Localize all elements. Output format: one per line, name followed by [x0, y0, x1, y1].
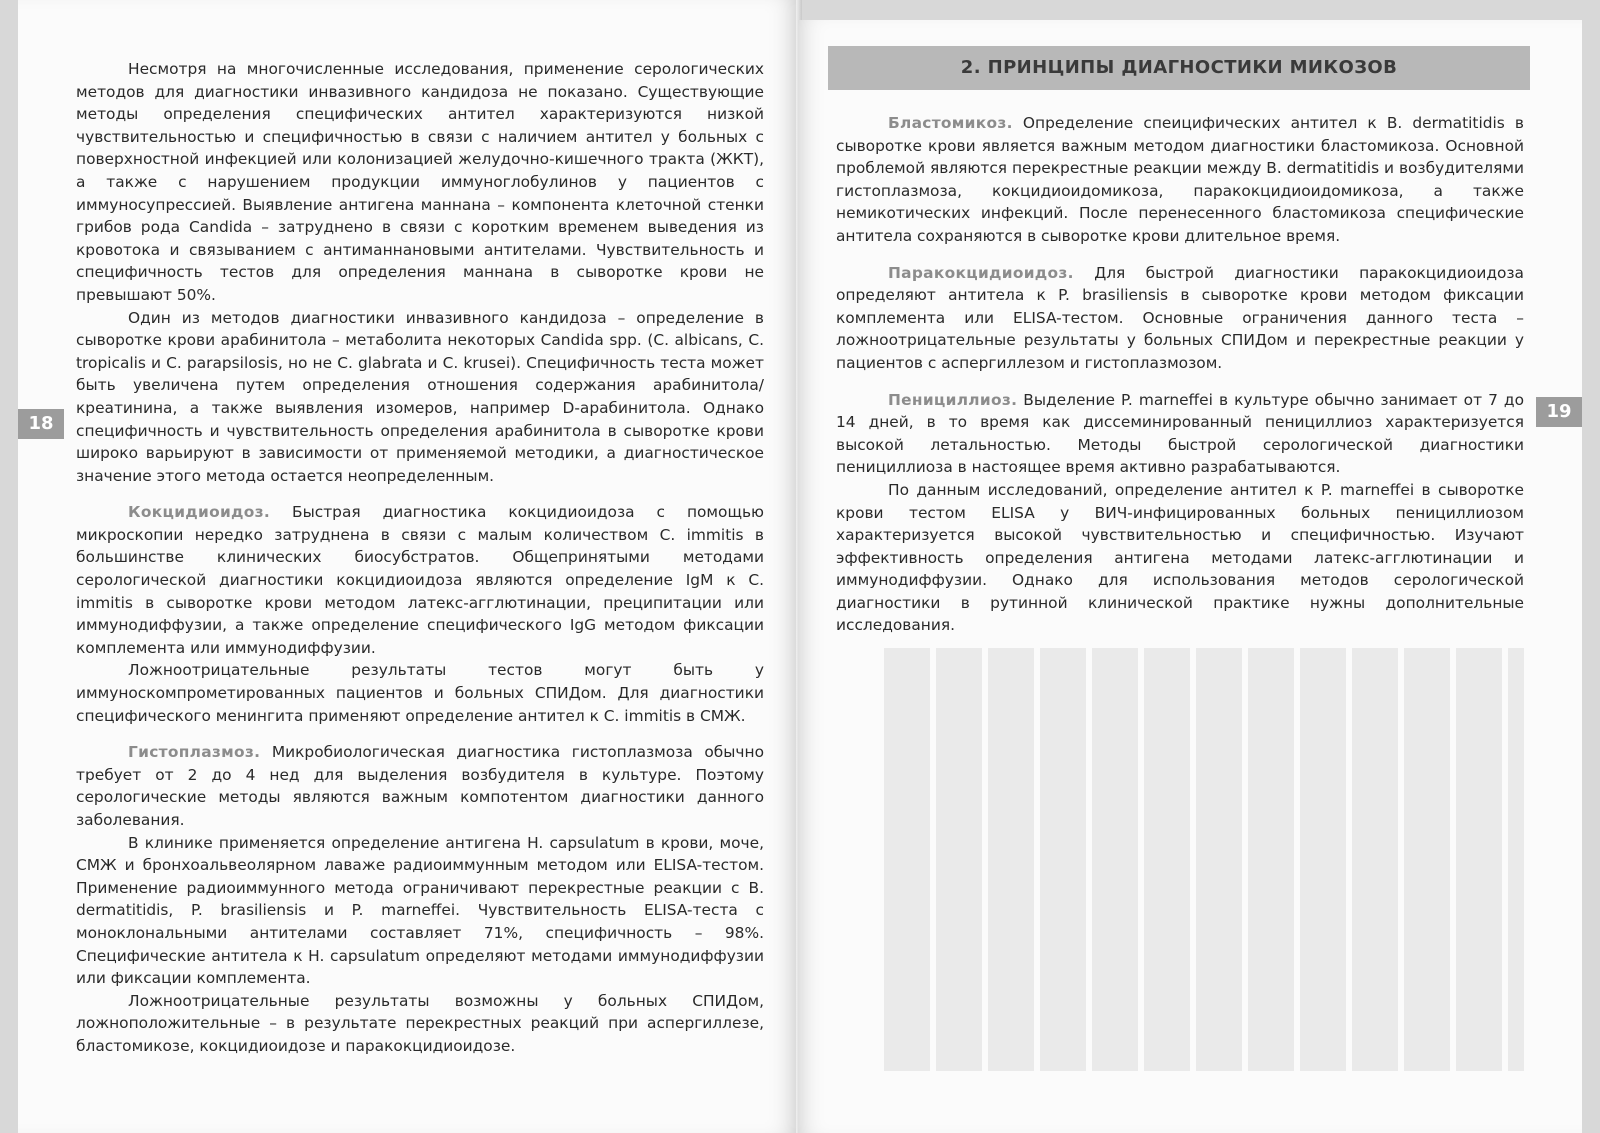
right-page [798, 20, 1582, 1133]
section-title-bar: 2. ПРИНЦИПЫ ДИАГНОСТИКИ МИКОЗОВ [828, 46, 1530, 90]
paragraph-paracoccidioidosis [836, 262, 1524, 375]
paragraph-penicilliosis [836, 389, 1524, 479]
paragraph-text: Микробиологическая диагностика гистоплазмоза обычно требует от 2 до 4 нед для выделения возбудителя в культуре. Поэтому серологические методы являются важным компотентом диагностики данного заболевания. [76, 743, 764, 829]
section-heading: Кокцидиоидоз. [128, 503, 271, 522]
paragraph: Ложноотрицательные результаты тестов могут быть у иммуноскомпрометированных пациентов и больных СПИДом. Для диагностики специфического менингита применяют определение антител к C. immitis в СМЖ. [76, 661, 764, 725]
paragraph: По данным исследований, определение антител к P. marneffei в сыворотке крови тестом ELISA у ВИЧ-инфицированных больных пенициллиозом характеризуется высокой чувствительностью и специфичностью. Изучают эффективность определения антигена методами латекс-агглютинации и иммунодиффузии. Однако для использования методов серологической диагностики в рутинной клинической практике нужны дополнительные исследования. [836, 480, 1524, 635]
paragraph-blastomycosis [836, 112, 1524, 248]
paragraph-text: Быстрая диагностика кокцидиоидоза с помощью микроскопии нередко затруднена в связи с малым количеством C. immitis в большинстве клинических биосубстратов. Общепринятыми методами серологической диагностики кокцидиоидоза являются определение IgM к C. immitis в сыворотке крови методом латекс-агглютинации, преципитации или иммунодиффузии, а также определение специфического IgG методом фиксации комплемента или иммунодиффузии. [76, 503, 764, 657]
left-page [18, 0, 796, 1133]
paragraph-text: Определение спеицифических антител к B. dermatitidis в сыворотке крови является важным методом диагностики бластомикоза. Основной проблемой являются перекрестные реакции между B. dermatitidis и возбудителями гистоплазмоза, кокцидиоидомикоза, паракокцидиоидомикоза, а также немикотических инфекций. После перенесенного бластомикоза специфические антитела сохраняются в сыворотке крови длительное время. [836, 114, 1524, 245]
paragraph: Несмотря на многочисленные исследования, применение серологических методов для диагностики инвазивного кандидоза не показано. Существующие методы определения специфических антител характеризуются низкой чувствительностью и специфичностью в связи с наличием антител у больных с поверхностной инфекцией или колонизацией желудочно-кишечного тракта (ЖКТ), а также с нарушением продукции иммуноглобулинов у пациентов с иммуносупрессией. Выявление антигена маннана – компонента клеточной стенки грибов рода Candida – затруднено в связи с коротким временем выведения из кровотока и связыванием с антиманнановыми антителами. Чувствительность и специфичность тестов для определения маннана в сыворотке крови не превышают 50%. [76, 60, 764, 304]
paragraph-histoplasmosis [76, 741, 764, 831]
paragraph-coccidioidosis [76, 501, 764, 659]
section-heading: Гистоплазмоз. [128, 743, 261, 762]
paragraph-text: Для быстрой диагностики паракокцидиоидоза определяют антитела к P. brasiliensis в сыворотке крови методом фиксации комплемента или ELISA-тестом. Основные ограничения данного теста – ложноотрицательные результаты у больных СПИДом и перекрестные реакции у пациентов с аспергиллезом и гистоплазмозом. [836, 263, 1524, 372]
paragraph: В клинике применяется определение антигена H. capsulatum в крови, моче, СМЖ и бронхоальвеолярном лаваже радиоиммунным методом или ELISA-тестом. Применение радиоиммунного метода ограничивают перекрестные реакции с B. dermatitidis, P. brasiliensis и P. marneffei. Чувствительность ELISA-теста с моноклональными антителами составляет 71%, специфичность – 98%. Специфические антитела к H. capsulatum определяют методами иммунодиффузии или фиксации комплемента. [76, 833, 764, 988]
page-number-tab: 19 [1536, 397, 1582, 427]
paragraph: Один из методов диагностики инвазивного кандидоза – определение в сыворотке крови арабинитола – метаболита некоторых Candida spp. (C. albicans, C. tropicalis и C. parapsilosis, но не C. glabrata и C. krusei). Специфичность теста может быть увеличена путем определения отношения содержания арабинитола/креатинина, а также выявления изомеров, например D-арабинитола. Однако специфичность и чувствительность определения арабинитола в сыворотке крови широко варьируют в зависимости от применяемой методики, а диагностическое значение этого метода остается неопределенным. [76, 308, 764, 485]
left-text-column [76, 58, 764, 1058]
section-heading: Паракокцидиоидоз. [888, 263, 1074, 282]
section-heading: Пенициллиоз. [888, 390, 1018, 409]
show-through-text [884, 648, 1524, 1071]
right-text-column [836, 112, 1524, 637]
section-heading: Бластомикоз. [888, 114, 1013, 132]
paragraph-text: Выделение P. marneffei в культуре обычно занимает от 7 до 14 дней, в то время как диссеминированный пенициллиоз характеризуется высокой летальностью. Методы быстрой серологической диагностики пенициллиоза в настоящее время активно разрабатываются. [836, 390, 1524, 477]
paragraph: Ложноотрицательные результаты возможны у больных СПИДом, ложноположительные – в результате перекрестных реакций при аспергиллезе, бластомикозе, кокцидиоидозе и паракокцидиоидозе. [76, 991, 764, 1055]
page-number-tab: 18 [18, 409, 64, 439]
